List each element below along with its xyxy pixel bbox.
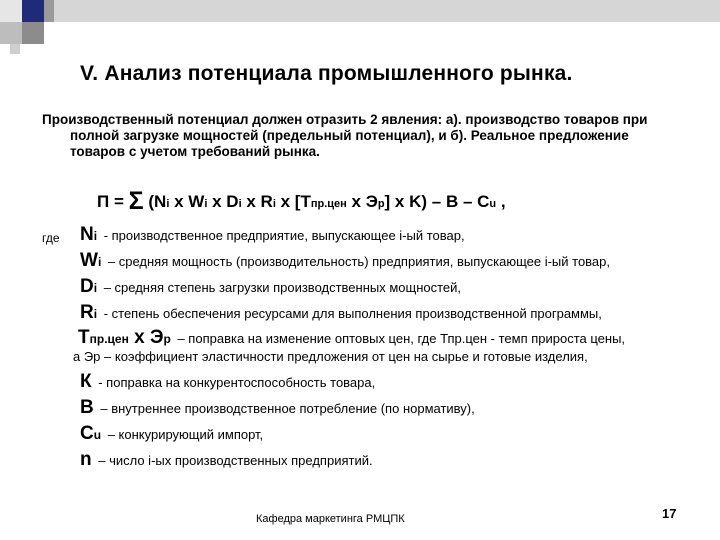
intro-line: товаров с учетом требований рынка. [70,144,320,159]
definition-text: – конкурирующий импорт, [107,427,264,442]
definition-text: – поправка на изменение оптовых цен, где Тпр.цен - темп прироста цены, [177,331,626,346]
definition-symbol: Tпр.цен x Эр [78,327,171,348]
definition-text: – средняя степень загрузки производственных мощностей, [103,280,462,295]
formula-subscript: i [166,198,170,210]
definition-symbol: Wi [80,250,102,271]
formula-subscript: пр.цен [310,198,347,210]
formula-term: ] x K) – B – C [384,192,490,211]
intro-line: полной загрузке мощностей (предельный потенциал), и б). Реальное предложение [70,128,629,143]
definition-row [80,250,610,272]
formula-subscript: i [204,198,208,210]
definition-symbol: n [80,449,92,470]
definition-row [80,371,375,393]
definition-symbol: Ri [80,302,98,323]
definition-text: - поправка на конкурентоспособность товара, [98,375,376,390]
formula-term: x D [207,192,239,211]
deco-square [22,22,44,44]
definition-row [80,397,475,419]
intro-paragraph [42,112,692,160]
definition-row [80,302,602,324]
deco-square [10,44,20,54]
definition-symbol: К [80,371,92,392]
definition-text: – число i-ых производственных предприятий. [98,453,373,468]
intro-line: Производственный потенциал должен отразить 2 явления: а). производство товаров при [42,112,648,127]
definition-row [80,224,465,246]
definition-text: - степень обеспечения ресурсами для выполнения производственной программы, [103,306,602,321]
formula-term: x Э [346,192,378,211]
definition-symbol: Ni [80,224,98,245]
formula-lhs: П [97,192,110,211]
deco-square [44,0,54,22]
definition-row [80,423,263,445]
sigma-symbol: Σ [128,187,144,215]
formula-term: x R [241,192,273,211]
formula-subscript: u [489,198,497,210]
formula-term: , [496,192,506,211]
deco-square [44,0,720,22]
formula-subscript: i [272,198,276,210]
deco-square [0,22,22,44]
definition-symbol: В [80,397,94,418]
definition-row [80,276,461,298]
footer-text: Кафедра маркетинга РМЦПК [256,513,405,525]
definition-symbol: Сu [80,423,102,444]
definition-text: – средняя мощность (производительность) предприятия, выпускающее i-ый товар, [107,254,611,269]
definition-text: – внутреннее производственное потребление (по нормативу), [100,401,475,416]
definition-symbol: Di [80,276,98,297]
definition-row [78,327,625,349]
formula-subscript: р [377,198,385,210]
deco-square [22,0,44,22]
formula-subscript: i [238,198,242,210]
where-label: где [42,231,60,245]
definition-row [80,449,373,471]
definition-text: - производственное предприятие, выпускающее i-ый товар, [103,228,465,243]
decorative-header-bar [0,0,720,60]
formula-term: x W [169,192,205,211]
formula-term: (N [148,192,167,211]
formula-term: x [T [275,192,311,211]
potential-formula [97,187,506,216]
formula-equals: = [113,192,124,211]
slide-title: V. Анализ потенциала промышленного рынка. [80,62,573,85]
definition-text: а Эр – коэффициент эластичности предложения от цен на сырье и готовые изделия, [73,349,588,364]
page-number: 17 [662,506,677,521]
definition-row [70,349,588,364]
